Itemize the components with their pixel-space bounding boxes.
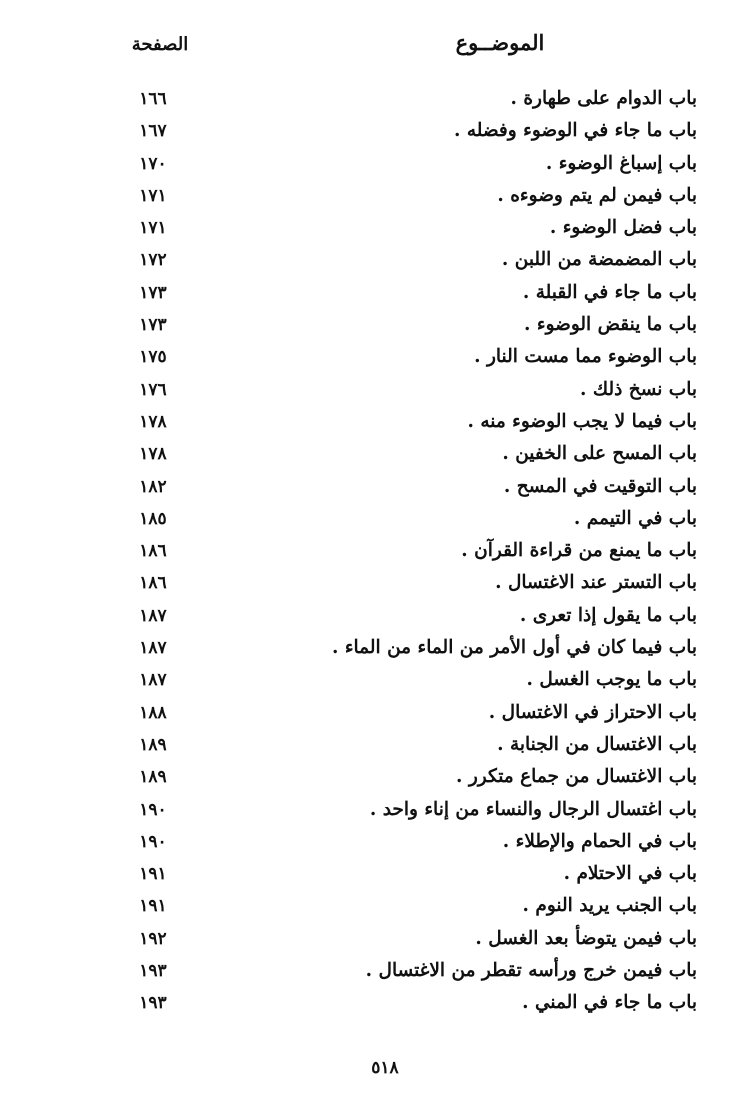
toc-entry [0,377,755,409]
toc-entry-page: ١٨٨ [139,702,167,723]
toc-entry [0,409,755,441]
topic-column-heading: الموضــوع [455,30,545,55]
toc-entry-title: باب فيمن يتوضأ بعد الغسل . [475,927,697,949]
toc-entry-page: ١٧٣ [139,282,167,303]
toc-entry [0,570,755,602]
toc-entry-title: باب إسباغ الوضوء . [545,152,697,174]
toc-entry-page: ١٩٣ [139,993,167,1014]
toc-entry-title: باب الجنب يريد النوم . [522,895,697,917]
toc-entry-title: باب ما جاء في الوضوء وفضله . [453,120,697,142]
toc-entry-title: باب التستر عند الاغتسال . [495,572,697,594]
toc-entry [0,118,755,150]
toc-entry-page: ١٨٧ [139,670,167,691]
toc-entry [0,506,755,538]
toc-entry-page: ١٦٦ [139,89,167,109]
table-of-contents [0,86,755,1023]
toc-header [0,30,755,64]
toc-entry-page: ١٨٦ [139,573,167,594]
toc-entry [0,797,755,829]
toc-entry-title: باب ما يمنع من قراءة القرآن . [461,540,697,562]
toc-entry-title: باب فيما كان في أول الأمر من الماء من الماء . [331,637,697,659]
toc-entry-title: باب في التيمم . [573,507,697,529]
toc-entry-title: باب الاغتسال من جماع متكرر . [455,766,697,788]
toc-entry [0,280,755,312]
toc-entry-page: ١٨٢ [139,476,167,497]
toc-entry-page: ١٩١ [139,864,167,885]
toc-entry [0,151,755,183]
toc-entry [0,312,755,344]
toc-entry [0,764,755,796]
toc-entry [0,958,755,990]
toc-entry-page: ١٨٩ [139,734,167,755]
toc-entry [0,344,755,376]
toc-entry-title: باب ما جاء في المني . [522,992,697,1014]
toc-entry [0,215,755,247]
toc-entry [0,183,755,215]
toc-entry-title: باب فيمن لم يتم وضوءه . [497,184,697,206]
toc-entry [0,86,755,118]
toc-entry-title: باب الاغتسال من الجنابة . [497,733,697,755]
toc-entry-title: باب فيما لا يجب الوضوء منه . [467,410,697,432]
toc-entry-page: ١٧١ [139,218,167,239]
toc-entry [0,990,755,1022]
toc-entry [0,474,755,506]
toc-entry [0,700,755,732]
toc-entry-title: باب المضمضة من اللبن . [501,249,697,271]
toc-entry-title: باب اغتسال الرجال والنساء من إناء واحد . [369,798,697,820]
toc-entry-title: باب في الحمام والإطلاء . [502,830,697,852]
toc-entry-page: ١٨٩ [139,767,167,788]
toc-entry-page: ١٩٠ [139,799,167,820]
toc-entry-title: باب الاحتراز في الاغتسال . [488,701,697,723]
toc-entry-title: باب التوقيت في المسح . [503,475,697,497]
toc-entry-title: باب ما يوجب الغسل . [526,669,697,691]
toc-entry-page: ١٧٨ [139,444,167,465]
toc-entry [0,829,755,861]
toc-entry [0,667,755,699]
toc-entry-page: ١٩١ [139,896,167,917]
toc-entry-page: ١٦٧ [139,121,167,142]
toc-entry-page: ١٩٠ [139,831,167,852]
toc-entry-page: ١٧٢ [139,250,167,271]
toc-entry-page: ١٩٢ [139,928,167,949]
toc-entry-page: ١٧٥ [139,347,167,368]
toc-entry-title: باب الوضوء مما مست النار . [474,346,697,368]
toc-entry-title: باب في الاحتلام . [563,863,697,885]
toc-entry [0,441,755,473]
toc-entry-page: ١٩٣ [139,961,167,982]
toc-entry-title: باب ما جاء في القبلة . [522,281,697,303]
toc-entry [0,635,755,667]
toc-entry-page: ١٧١ [139,185,167,206]
toc-entry [0,732,755,764]
page-column-heading: الصفحة [131,34,189,55]
toc-entry-page: ١٨٦ [139,541,167,562]
toc-entry [0,861,755,893]
toc-entry-page: ١٧٣ [139,315,167,336]
toc-entry-title: باب نسخ ذلك . [579,378,697,400]
toc-entry-page: ١٧٠ [139,153,167,174]
toc-entry [0,538,755,570]
toc-entry-page: ١٧٨ [139,411,167,432]
toc-entry-page: ١٨٧ [139,638,167,659]
toc-entry-title: باب المسح على الخفين . [502,443,697,465]
toc-entry-title: باب الدوام على طهارة . [510,88,697,109]
page-number: ٥١٨ [371,1058,399,1078]
toc-entry-title: باب ما يقول إذا تعرى . [519,604,697,626]
toc-entry-page: ١٧٦ [139,379,167,400]
toc-entry [0,893,755,925]
toc-entry-title: باب فيمن خرج ورأسه تقطر من الاغتسال . [365,960,697,982]
toc-entry-title: باب ما ينقض الوضوء . [523,314,697,336]
toc-entry [0,247,755,279]
toc-entry-page: ١٨٧ [139,605,167,626]
toc-entry [0,603,755,635]
toc-entry [0,926,755,958]
toc-entry-title: باب فضل الوضوء . [549,217,697,239]
toc-entry-page: ١٨٥ [139,508,167,529]
